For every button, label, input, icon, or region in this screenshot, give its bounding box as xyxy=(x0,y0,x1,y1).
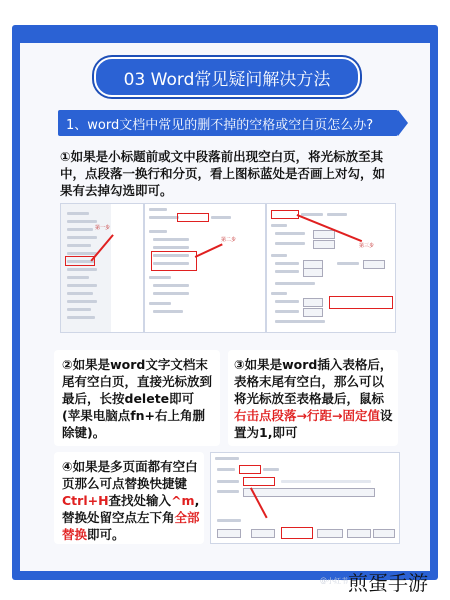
step-1-label: 第一步 xyxy=(95,225,111,231)
highlight-tab-line-page xyxy=(177,213,209,222)
tip-4-replace-all: 全部替换 xyxy=(62,510,200,542)
tip-3-pre: ③如果是word插入表格后，表格末尾有空白，那么可以将光标放至表格最后，鼠标 xyxy=(234,357,393,406)
question-bar xyxy=(58,110,398,136)
tip-4-post: 即可。 xyxy=(87,527,125,542)
highlight-indent-tab xyxy=(271,210,299,219)
tip-4-pre: ④如果是多页面都有空白页那么可点替换快捷键 xyxy=(62,459,198,491)
tip-3-card xyxy=(228,350,398,446)
highlight-replace-tab xyxy=(239,465,261,474)
screenshot-line-spacing-dialog xyxy=(266,203,396,333)
highlight-find-input xyxy=(243,477,275,486)
step-3-label: 第三步 xyxy=(359,243,375,249)
tip-4-mid: 查找处输入 xyxy=(108,493,172,508)
tip-3-text xyxy=(234,356,394,441)
highlight-line-spacing xyxy=(329,296,393,309)
watermark-small: @小红书 xyxy=(320,577,348,585)
screenshot-word-sidebar xyxy=(60,203,144,333)
tip-4-mid2: ,替换处留空点左下角 xyxy=(62,493,200,525)
highlight-replace-all-button xyxy=(281,527,313,539)
page-title: 03 Word常见疑问解决方法 xyxy=(94,57,360,97)
tip-1-text: ①如果是小标题前或文中段落前出现空白页，将光标放至其中，点段落一换行和分页，看上图标蓝处是否画上对勾，如果有去掉勾选即可。 xyxy=(60,149,386,198)
tip-3-post: 设置为1,即可 xyxy=(234,408,393,440)
tip-4-text xyxy=(62,458,200,543)
tip-4-card xyxy=(54,452,204,544)
screenshot-find-replace-dialog xyxy=(210,452,400,544)
question-text: 1、word文档中常见的删不掉的空格或空白页怎么办? xyxy=(66,117,374,133)
tip-2-card xyxy=(54,350,220,446)
screenshot-paragraph-dialog xyxy=(144,203,266,333)
tip-2-text: ②如果是word文字文档末尾有空白页，直接光标放到最后，长按delete即可(苹果电脑点fn+右上角删除键)。 xyxy=(62,357,213,440)
step-2-label: 第二步 xyxy=(221,237,237,243)
tip-4-code: ^m xyxy=(171,493,195,508)
watermark: 煎蛋手游 xyxy=(348,571,428,595)
tip-3-highlight: 右击点段落→行距→固定值 xyxy=(234,408,380,423)
arrow-right-icon xyxy=(398,110,408,136)
tip-4-shortcut: Ctrl+H xyxy=(62,493,109,508)
